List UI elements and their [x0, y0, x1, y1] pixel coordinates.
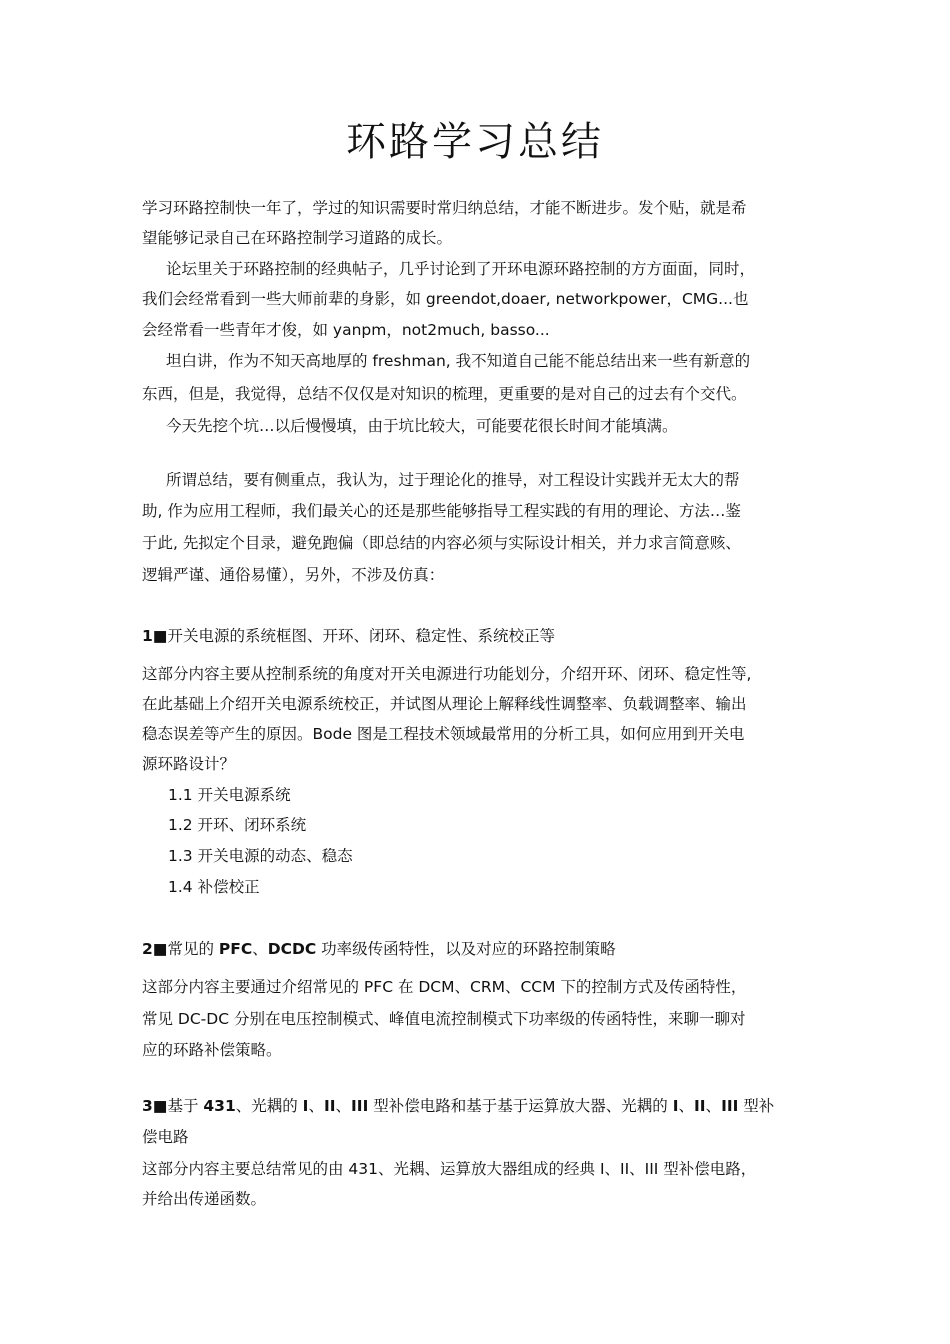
intro-p1-line2: 望能够记录自己在环路控制学习道路的成长。: [142, 229, 453, 247]
section-3-heading-part: 、: [678, 1097, 694, 1115]
intro-p4-line1: 今天先挖个坑…以后慢慢填，由于坑比较大，可能要花很长时间才能填满。: [166, 417, 678, 435]
section-3-heading-type-iii: III: [351, 1097, 369, 1115]
section-3-heading-type-iii: III: [721, 1097, 739, 1115]
section-3-heading-line2: 偿电路: [142, 1128, 189, 1146]
intro-p3-line2: 东西，但是，我觉得，总结不仅仅是对知识的梳理，更重要的是对自己的过去有个交代。: [142, 385, 747, 403]
section-3-body-line2: 并给出传递函数。: [142, 1190, 267, 1208]
section-3-heading-part: 、光耦的: [235, 1097, 303, 1115]
section-2-heading-part: 常见的: [167, 940, 219, 958]
section-3-heading-type-i: I: [672, 1097, 679, 1115]
section-3-heading-431: 431: [203, 1097, 236, 1115]
section-3-number: 3■: [142, 1097, 168, 1115]
section-3-heading-type-i: I: [302, 1097, 309, 1115]
intro-p5-line2: 助, 作为应用工程师，我们最关心的还是那些能够指导工程实践的有用的理论、方法…鉴: [142, 502, 741, 520]
section-3-heading-part: 、: [308, 1097, 324, 1115]
intro-p2-line1: 论坛里关于环路控制的经典帖子，几乎讨论到了开环电源环路控制的方方面面，同时，: [166, 260, 756, 278]
section-2-heading: [142, 938, 822, 960]
section-2-body-line3: 应的环路补偿策略。: [142, 1041, 282, 1059]
section-3-heading-part: 基于: [167, 1097, 204, 1115]
document-title: 环路学习总结: [346, 119, 604, 165]
section-1-item-4: 1.4 补偿校正: [168, 878, 260, 896]
section-3-heading-part: 、: [705, 1097, 722, 1115]
section-1-item-3: 1.3 开关电源的动态、稳态: [168, 847, 353, 865]
section-3-heading-type-ii: II: [323, 1097, 336, 1115]
section-1-body-line3: 稳态误差等产生的原因。Bode 图是工程技术领域最常用的分析工具，如何应用到开关电: [142, 725, 745, 743]
intro-p2-line3: 会经常看一些青年才俊，如 yanpm，not2much, basso...: [142, 321, 550, 339]
intro-p3-line1: 坦白讲，作为不知天高地厚的 freshman, 我不知道自己能不能总结出来一些有新意的: [166, 352, 751, 370]
section-3-heading-part: 型补: [738, 1097, 775, 1115]
section-2-heading-part: 、: [252, 940, 268, 958]
section-2-heading-pfc: PFC: [218, 940, 253, 958]
intro-p5-line3: 于此, 先拟定个目录，避免跑偏（即总结的内容必须与实际设计相关，并力求言简意赅、: [142, 534, 741, 552]
section-1-item-2: 1.2 开环、闭环系统: [168, 816, 307, 834]
intro-p1-line1: 学习环路控制快一年了，学过的知识需要时常归纳总结，才能不断进步。发个贴，就是希: [142, 199, 747, 217]
section-2-body-line1: 这部分内容主要通过介绍常见的 PFC 在 DCM、CRM、CCM 下的控制方式及传函特性，: [142, 978, 747, 996]
section-2-number: 2■: [142, 940, 168, 958]
section-1-heading-text: 开关电源的系统框图、开环、闭环、稳定性、系统校正等: [167, 627, 555, 645]
intro-p5-line1: 所谓总结，要有侧重点，我认为，过于理论化的推导，对工程设计实践并无太大的帮: [166, 471, 740, 489]
section-1-body-line4: 源环路设计？: [142, 755, 236, 773]
section-1-heading: [142, 625, 822, 647]
intro-p2-line2: 我们会经常看到一些大师前辈的身影，如 greendot,doaer, networkpower，CMG...也: [142, 290, 749, 308]
section-1-body-line2: 在此基础上介绍开关电源系统校正，并试图从理论上解释线性调整率、负载调整率、输出: [142, 695, 747, 713]
section-3-heading-type-ii: II: [694, 1097, 706, 1115]
section-1-item-1: 1.1 开关电源系统: [168, 786, 291, 804]
section-3-body-line1: 这部分内容主要总结常见的由 431、光耦、运算放大器组成的经典 I、II、III 型补偿电路，: [142, 1160, 757, 1178]
section-2-heading-dcdc: DCDC: [267, 940, 317, 958]
section-2-heading-part: 功率级传函特性，以及对应的环路控制策略: [316, 940, 616, 958]
section-1-body-line1: 这部分内容主要从控制系统的角度对开关电源进行功能划分，介绍开环、闭环、稳定性等,: [142, 665, 752, 683]
intro-p5-line4: 逻辑严谨、通俗易懂），另外，不涉及仿真：: [142, 566, 445, 584]
section-2-body-line2: 常见 DC-DC 分别在电压控制模式、峰值电流控制模式下功率级的传函特性，来聊一聊对: [142, 1010, 746, 1028]
section-3-heading-part: 、: [335, 1097, 352, 1115]
section-1-number: 1■: [142, 627, 168, 645]
section-3-heading: [142, 1095, 822, 1117]
section-3-heading-part: 型补偿电路和基于基于运算放大器、光耦的: [368, 1097, 673, 1115]
